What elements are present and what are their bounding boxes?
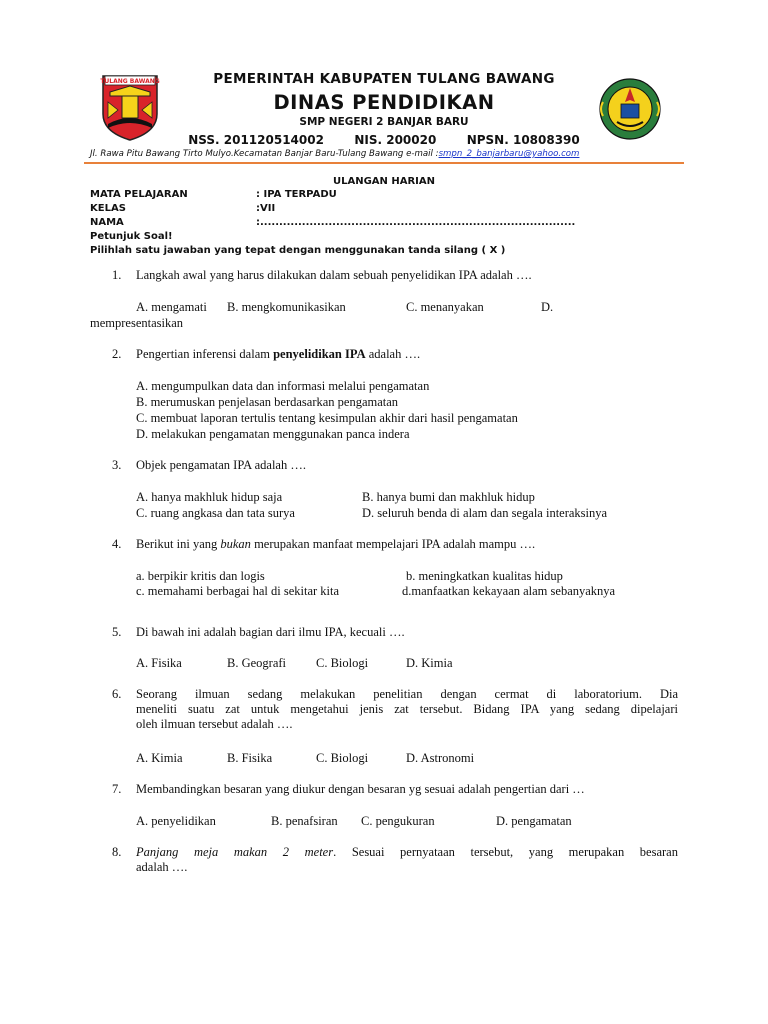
instruction-text: Pilihlah satu jawaban yang tepat dengan menggunakan tanda silang ( X ) bbox=[90, 245, 506, 256]
option-b[interactable]: B. Geografi bbox=[227, 656, 287, 670]
option-b[interactable]: B. penafsiran bbox=[271, 814, 338, 828]
question-line bbox=[136, 845, 678, 860]
logo-left-text: TULANG BAWANG bbox=[100, 78, 160, 85]
name-row bbox=[90, 217, 575, 228]
option-c[interactable]: C. membuat laporan tertulis tentang kesimpulan akhir dari hasil pengamatan bbox=[136, 411, 518, 425]
question-text bbox=[136, 845, 678, 875]
subject-value: : IPA TERPADU bbox=[256, 189, 337, 200]
question-number: 5. bbox=[112, 625, 122, 639]
question-text-post: merupakan manfaat mempelajari IPA adalah mampu …. bbox=[250, 537, 536, 551]
question-text bbox=[136, 347, 678, 362]
option-c[interactable]: C. pengukuran bbox=[361, 814, 435, 828]
question-text-italic: Panjang meja makan 2 meter bbox=[136, 845, 334, 859]
option-a[interactable]: A. hanya makhluk hidup saja bbox=[136, 490, 283, 504]
option-a[interactable]: a. berpikir kritis dan logis bbox=[136, 569, 265, 583]
question-line: Seorang ilmuan sedang melakukan penelitian dengan cermat di laboratorium. Dia bbox=[136, 687, 678, 701]
header-government: PEMERINTAH KABUPATEN TULANG BAWANG bbox=[213, 71, 555, 87]
option-b[interactable]: B. Fisika bbox=[227, 751, 273, 765]
question-text-bold: penyelidikan IPA bbox=[273, 347, 366, 361]
question-number: 4. bbox=[112, 537, 122, 551]
header-department: DINAS PENDIDIKAN bbox=[273, 91, 495, 114]
question-text-post: adalah …. bbox=[365, 347, 421, 361]
option-b[interactable]: B. hanya bumi dan makhluk hidup bbox=[362, 490, 535, 504]
class-value: :VII bbox=[256, 203, 276, 214]
option-d-continuation: mempresentasikan bbox=[90, 316, 184, 330]
question-text bbox=[136, 537, 678, 552]
option-c[interactable]: C. menanyakan bbox=[406, 300, 484, 314]
header-nss: NSS. 201120514002 bbox=[188, 133, 324, 147]
instruction-title: Petunjuk Soal! bbox=[90, 231, 173, 242]
question-text-italic: bukan bbox=[220, 537, 251, 551]
option-b[interactable]: B. mengkomunikasikan bbox=[227, 300, 346, 314]
option-d[interactable]: D. melakukan pengamatan menggunakan panca indera bbox=[136, 427, 410, 441]
option-c[interactable]: C. ruang angkasa dan tata surya bbox=[136, 506, 295, 520]
question-text: Membandingkan besaran yang diukur dengan besaran yg sesuai adalah pengertian dari … bbox=[136, 782, 585, 796]
option-c[interactable]: C. Biologi bbox=[316, 656, 369, 670]
name-label: NAMA bbox=[90, 217, 124, 228]
option-d[interactable]: d.manfaatkan kekayaan alam sebanyaknya bbox=[402, 584, 616, 598]
email-link[interactable]: smpn_2_banjarbaru@yahoo.com bbox=[438, 149, 580, 159]
option-a[interactable]: A. penyelidikan bbox=[136, 814, 216, 828]
subject-row bbox=[90, 189, 337, 200]
question-text-post: . Sesuai pernyataan tersebut, yang merupakan besaran bbox=[333, 845, 678, 859]
option-a[interactable]: A. mengamati bbox=[136, 300, 207, 314]
question-line: oleh ilmuan tersebut adalah …. bbox=[136, 717, 293, 731]
question-text-pre: Berikut ini yang bbox=[136, 537, 221, 551]
option-a[interactable]: A. mengumpulkan data dan informasi melalui pengamatan bbox=[136, 379, 430, 393]
class-row bbox=[90, 203, 275, 214]
question-number: 1. bbox=[112, 268, 122, 282]
option-d[interactable]: D. Astronomi bbox=[406, 751, 475, 765]
name-value: :................................................................................... bbox=[256, 217, 576, 228]
question-number: 3. bbox=[112, 458, 122, 472]
option-d[interactable]: D. Kimia bbox=[406, 656, 453, 670]
question-text: Objek pengamatan IPA adalah …. bbox=[136, 458, 306, 472]
option-a[interactable]: A. Kimia bbox=[136, 751, 183, 765]
option-d[interactable]: D. bbox=[541, 300, 554, 314]
question-text-pre: Pengertian inferensi dalam bbox=[136, 347, 274, 361]
option-c[interactable]: C. Biologi bbox=[316, 751, 369, 765]
question-number: 2. bbox=[112, 347, 122, 361]
question-number: 6. bbox=[112, 687, 122, 701]
question-number: 8. bbox=[112, 845, 122, 859]
question-text: Langkah awal yang harus dilakukan dalam sebuah penyelidikan IPA adalah …. bbox=[136, 268, 532, 282]
option-b[interactable]: B. merumuskan penjelasan berdasarkan pengamatan bbox=[136, 395, 399, 409]
class-label: KELAS bbox=[90, 203, 126, 214]
header-npsn: NPSN. 10808390 bbox=[466, 133, 580, 147]
header-divider bbox=[84, 162, 684, 164]
subject-label: MATA PELAJARAN bbox=[90, 189, 188, 200]
question-number: 7. bbox=[112, 782, 122, 796]
question-text: Di bawah ini adalah bagian dari ilmu IPA, kecuali …. bbox=[136, 625, 405, 639]
option-d[interactable]: D. pengamatan bbox=[496, 814, 572, 828]
question-line: meneliti suatu zat untuk mengetahui jenis zat tersebut. Bidang IPA yang sedang dipelajari bbox=[136, 702, 678, 716]
option-d[interactable]: D. seluruh benda di alam dan segala interaksinya bbox=[362, 506, 608, 520]
question-text bbox=[136, 687, 678, 732]
header-nis: NIS. 200020 bbox=[354, 133, 437, 147]
header-school: SMP NEGERI 2 BANJAR BARU bbox=[299, 116, 469, 128]
option-a[interactable]: A. Fisika bbox=[136, 656, 182, 670]
address-text: Jl. Rawa Pitu Bawang Tirto Mulyo.Kecamatan Banjar Baru-Tulang Bawang e-mail : bbox=[90, 149, 439, 159]
exam-title: ULANGAN HARIAN bbox=[332, 176, 436, 187]
question-line: adalah …. bbox=[136, 860, 188, 874]
option-c[interactable]: c. memahami berbagai hal di sekitar kita bbox=[136, 584, 340, 598]
option-b[interactable]: b. meningkatkan kualitas hidup bbox=[406, 569, 563, 583]
school-address bbox=[90, 149, 690, 159]
header-ids bbox=[0, 133, 768, 147]
